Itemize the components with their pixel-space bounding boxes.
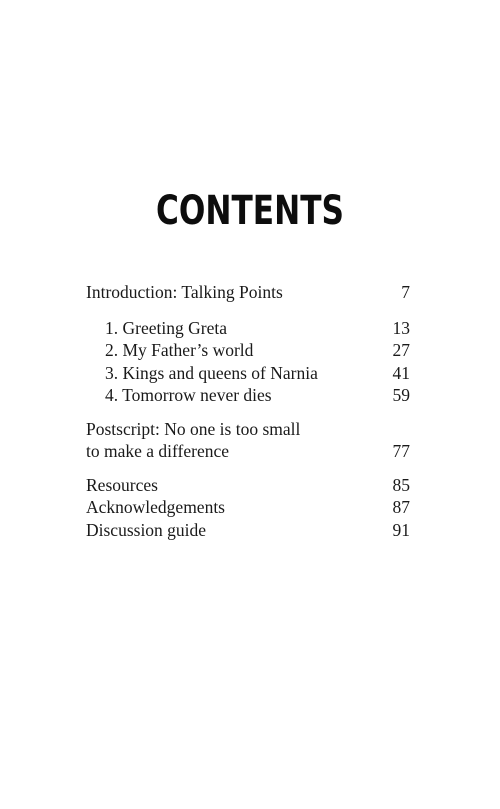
- toc-entry-page: 87: [392, 497, 410, 517]
- page-title: CONTENTS: [155, 188, 344, 234]
- toc-entry-page: 85: [392, 474, 410, 495]
- toc-entry-label: Postscript: No one is too small: [86, 418, 301, 439]
- toc-entry-page: 41: [392, 362, 410, 383]
- table-of-contents: [86, 281, 410, 541]
- spacer: [86, 463, 410, 474]
- toc-entry-label: 4. Tomorrow never dies: [105, 385, 272, 405]
- toc-entry-chapter-4: [86, 384, 410, 407]
- toc-entry-label: Acknowledgements: [86, 497, 225, 517]
- toc-entry-resources: [86, 474, 410, 497]
- toc-entry-label: Discussion guide: [86, 519, 207, 540]
- toc-entry-page: 27: [392, 340, 410, 360]
- toc-entry-page: 7: [401, 282, 410, 302]
- toc-entry-discussion-guide: [86, 519, 410, 542]
- toc-entry-label: 3. Kings and queens of Narnia: [105, 362, 318, 383]
- toc-entry-label: to make a difference: [86, 441, 229, 461]
- toc-entry-label: Introduction: Talking Points: [86, 282, 283, 302]
- toc-entry-introduction: [86, 281, 410, 304]
- toc-entry-chapter-2: [86, 339, 410, 362]
- toc-entry-chapter-3: [86, 362, 410, 385]
- toc-entry-label: 2. My Father’s world: [105, 340, 254, 360]
- toc-entry-postscript-line1: [86, 418, 410, 441]
- toc-entry-label: 1. Greeting Greta: [105, 317, 227, 338]
- toc-entry-page: 59: [392, 385, 410, 405]
- spacer: [86, 407, 410, 418]
- toc-entry-chapter-1: [86, 317, 410, 340]
- spacer: [86, 304, 410, 317]
- toc-entry-label: Resources: [86, 474, 158, 495]
- toc-entry-page: 91: [392, 519, 410, 540]
- toc-entry-postscript-line2: [86, 440, 410, 463]
- toc-entry-acknowledgements: [86, 496, 410, 519]
- toc-entry-page: 13: [392, 317, 410, 338]
- toc-entry-page: 77: [392, 441, 410, 461]
